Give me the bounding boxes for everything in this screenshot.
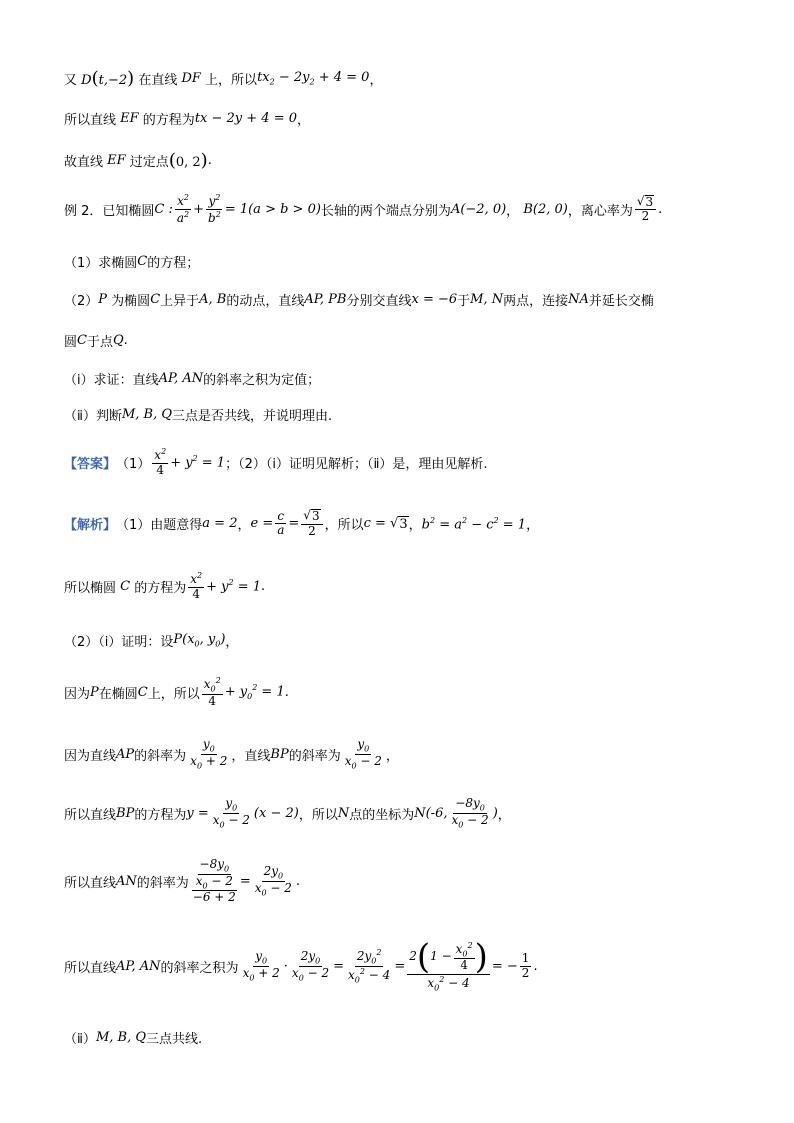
text: 所以直线 xyxy=(64,875,117,891)
math-expression: AP xyxy=(116,746,135,762)
text: 两点，连接 xyxy=(503,294,569,309)
math-expression: C xyxy=(137,684,148,700)
text: 长轴的两个端点分别为 xyxy=(320,203,451,219)
math-expression: $b^2 = a^2 - c^2 = 1$ xyxy=(421,515,527,532)
text: 例 2．已知椭圆 xyxy=(64,203,155,219)
text-line: 例 2．已知椭圆 C : $\frac{x^2}{a^2}$ + $\frac{y^2}{b^2}$ = 1(a > b > 0) 长轴的两个端点分别为 A(−2, 0) ， B(2, 0) ，离心率为 √ 3 2 . xyxy=(64,193,663,225)
text: 三点是否共线，并说明理由. xyxy=(172,409,333,424)
text: 的动点，直线 xyxy=(226,294,305,309)
fraction: $\frac{x_0^2}{4}$ xyxy=(203,676,221,708)
text: 圆 xyxy=(64,335,78,350)
math-expression: EF xyxy=(116,111,143,126)
text-line xyxy=(64,150,212,171)
text: 的斜率为 xyxy=(288,748,341,764)
answer-tag: 【答案】 xyxy=(64,456,117,472)
text-line xyxy=(64,405,332,424)
text-line xyxy=(64,738,399,770)
math-expression: NA xyxy=(568,292,589,307)
text: ， xyxy=(408,518,422,534)
text: （ⅰ）求证：直线 xyxy=(64,373,159,388)
text: 因为直线 xyxy=(64,748,117,764)
text: ；（2）（ⅰ）证明见解析；（ⅱ）是，理由见解析. xyxy=(225,456,488,472)
text: 于点 xyxy=(86,335,113,350)
math-expression: + $y^2 = 1$ xyxy=(170,454,226,471)
fraction: $\frac{2y_0}{x_0 - 2}$ xyxy=(291,949,330,983)
math-expression: AP, PB xyxy=(304,292,347,307)
math-expression: D(t,−2) xyxy=(77,68,135,89)
text-line xyxy=(64,631,238,650)
text: 上异于 xyxy=(160,294,200,309)
text: 点的坐标为 xyxy=(349,807,415,823)
math-expression: C xyxy=(116,578,135,594)
text: 的方程为 xyxy=(134,807,187,823)
fraction: $\frac{y_0}{x_0 + 2}$ xyxy=(190,737,228,770)
text-line xyxy=(64,676,289,708)
text: . xyxy=(658,201,663,217)
text: 于 xyxy=(457,294,471,309)
text: 在直线 xyxy=(138,73,178,88)
math-expression: (0, 2) xyxy=(168,150,208,171)
text-line: 所以直线 AP, AN 的斜率之积为 $\frac{y_0}{x_0 + 2}$ · $\frac{2y_0}{x_0 - 2}$ = $\frac{2y_0^2}{x_0^2 - 4}$ = 2 ( 1 − $\frac{x_0^2}{4}$ ) $x_0^2 - 4$ = − $\frac{1}{2}$ . xyxy=(64,937,538,993)
text: （2）（ⅰ）证明：设 xyxy=(64,635,174,650)
text: （1）求椭圆 xyxy=(64,256,138,271)
text-line xyxy=(64,369,320,388)
fraction: $\frac{x^2}{4}$ xyxy=(154,447,167,477)
fraction: $\frac{y_0}{x_0 - 2}$ xyxy=(212,796,250,829)
analysis-tag: 【解析】 xyxy=(64,518,117,534)
text: . xyxy=(207,153,212,168)
math-expression: Q xyxy=(112,333,124,348)
text: （2） xyxy=(64,294,99,309)
text: 三点共线. xyxy=(146,1032,203,1047)
math-expression: DF xyxy=(177,71,206,86)
fraction: √ 3 2 xyxy=(635,195,656,225)
text: 所以直线 xyxy=(64,960,117,976)
text: 所以椭圆 xyxy=(64,580,117,596)
math-expression: AP, AN xyxy=(116,958,161,974)
math-expression: = 1(a > b > 0) xyxy=(224,201,321,217)
text: 的方程为 xyxy=(134,580,187,596)
math-expression: a = 2 xyxy=(202,516,238,532)
math-expression: tx − 2y + 4 = 0 xyxy=(194,111,297,126)
fraction: $\frac{x^2}{4}$ xyxy=(190,571,203,601)
text: 的斜率之积为 xyxy=(160,960,239,976)
text: 的斜率为 xyxy=(134,748,187,764)
math-expression: N xyxy=(337,805,350,821)
text: ，所以 xyxy=(324,518,364,534)
text: （1）由题意得 xyxy=(116,518,203,534)
text: 过定点 xyxy=(129,155,169,170)
text: （ⅱ） xyxy=(64,1032,96,1047)
text: （1） xyxy=(116,456,151,472)
math-expression: (x − 2) xyxy=(253,805,299,821)
text: 的方程为 xyxy=(142,113,195,128)
text: ， xyxy=(369,73,383,88)
math-expression: C xyxy=(150,292,161,307)
math-expression: $P(x_0$, $y_0$) xyxy=(173,632,226,649)
text-line xyxy=(64,571,265,602)
math-expression: C xyxy=(77,333,87,348)
text: . xyxy=(533,958,538,974)
text: 并延长交椭 xyxy=(588,294,654,309)
fraction: $\frac{y^2}{b^2}$ xyxy=(208,193,221,225)
text: 的方程； xyxy=(147,256,200,271)
math-expression: BP xyxy=(270,746,289,762)
text: ， xyxy=(225,635,239,650)
text: . xyxy=(284,684,289,700)
math-expression: + $y_0^2 = 1$ xyxy=(224,683,285,702)
math-expression: $tx_2 - 2y_2 + 4 = 0$ xyxy=(257,70,370,87)
math-expression: + $y^2 = 1$ xyxy=(206,578,262,595)
math-expression: A, B xyxy=(199,292,227,307)
text: ， xyxy=(506,203,520,219)
text: 所以直线 xyxy=(64,113,117,128)
text: 所以直线 xyxy=(64,807,117,823)
text: 上，所以 xyxy=(147,686,200,702)
math-expression: P xyxy=(98,292,112,307)
math-expression: c = √ 3 xyxy=(363,515,408,532)
fraction: $\frac{x^2}{a^2}$ xyxy=(176,193,190,225)
text: ，所以 xyxy=(298,807,338,823)
fraction: $\frac{2y_0}{x_0 - 2}$ xyxy=(254,864,292,898)
text: （ⅱ）判断 xyxy=(64,409,122,424)
math-expression: B(2, 0) xyxy=(519,201,568,217)
text-line xyxy=(64,331,128,350)
math-expression: x = −6 xyxy=(411,292,458,307)
fraction: $\frac{2y_0^2}{x_0^2 - 4}$ xyxy=(348,948,391,985)
text: ， xyxy=(497,807,511,823)
math-expression: N(-6, xyxy=(414,805,448,821)
text: 在椭圆 xyxy=(98,686,138,702)
math-expression: EF xyxy=(103,153,130,168)
text: ， xyxy=(237,518,251,534)
math-expression: AN xyxy=(116,873,137,889)
math-expression: AP, AN xyxy=(158,371,204,386)
math-expression: P xyxy=(90,684,99,700)
math-expression: A(−2, 0) xyxy=(450,201,507,217)
text: 为椭圆 xyxy=(111,294,151,309)
text-line: 所以直线 AN 的斜率为 $\frac{\frac{-8y_0}{x_0 - 2}}{-6 + 2}$ = $\frac{2y_0}{x_0 - 2}$ . xyxy=(64,857,301,905)
text: . xyxy=(261,578,266,594)
fraction: √ 3 2 xyxy=(301,509,322,539)
compound-fraction: $\frac{\frac{-8y_0}{x_0 - 2}}{-6 + 2}$ xyxy=(192,857,236,905)
text-line xyxy=(64,252,199,271)
fraction: $\frac{-8y_0}{x_0 - 2}$ xyxy=(451,796,489,829)
math-expression: C xyxy=(137,254,148,269)
text: ， xyxy=(297,113,311,128)
text-line xyxy=(64,109,310,128)
text: ，离心率为 xyxy=(567,203,633,219)
text: ， xyxy=(526,518,540,534)
answer-line xyxy=(64,447,488,478)
math-expression: y = xyxy=(186,805,209,821)
text-line: 所以直线 BP 的方程为 y = $\frac{y_0}{x_0 - 2}$ (x − 2) ，所以 N 点的坐标为 N(-6, $\frac{-8y_0}{x_0 - 2}$ ) ， xyxy=(64,796,511,829)
text: . xyxy=(295,873,301,889)
text: 的斜率为 xyxy=(136,875,189,891)
fraction: $\frac{y_0}{x_0 - 2}$ xyxy=(344,737,382,770)
math-expression: C : xyxy=(154,201,173,217)
fraction: $\frac{c}{a}$ xyxy=(277,508,285,538)
fraction: $\frac{1}{2}$ xyxy=(521,950,530,980)
fraction: $\frac{y_0}{x_0 + 2}$ xyxy=(242,949,280,983)
compound-fraction: 2 ( 1 − $\frac{x_0^2}{4}$ ) $x_0^2 - 4$ xyxy=(409,937,488,993)
text: ，直线 xyxy=(231,748,271,764)
text-line xyxy=(64,68,382,89)
text: 又 xyxy=(64,73,78,88)
text: ， xyxy=(385,748,399,764)
text: 上，所以 xyxy=(205,73,258,88)
math-expression: M, B, Q xyxy=(121,407,173,422)
math-expression: e = xyxy=(250,516,274,532)
analysis-line: 【解析】 （1）由题意得 a = 2 ， e = $\frac{c}{a}$ = √ 3 2 ，所以 c = √ 3 ， $b^2 = a^2 - c^2 = 1$ ， xyxy=(64,508,540,538)
text: 故直线 xyxy=(64,155,104,170)
text: 因为 xyxy=(64,686,91,702)
math-expression: M, N xyxy=(470,292,504,307)
text: 分别交直线 xyxy=(346,294,412,309)
text-line xyxy=(64,290,654,309)
math-expression: M, B, Q xyxy=(95,1030,147,1045)
text: 的斜率之积为定值； xyxy=(203,373,321,388)
math-expression: BP xyxy=(116,805,135,821)
text: . xyxy=(123,333,128,348)
text-line xyxy=(64,1028,202,1047)
